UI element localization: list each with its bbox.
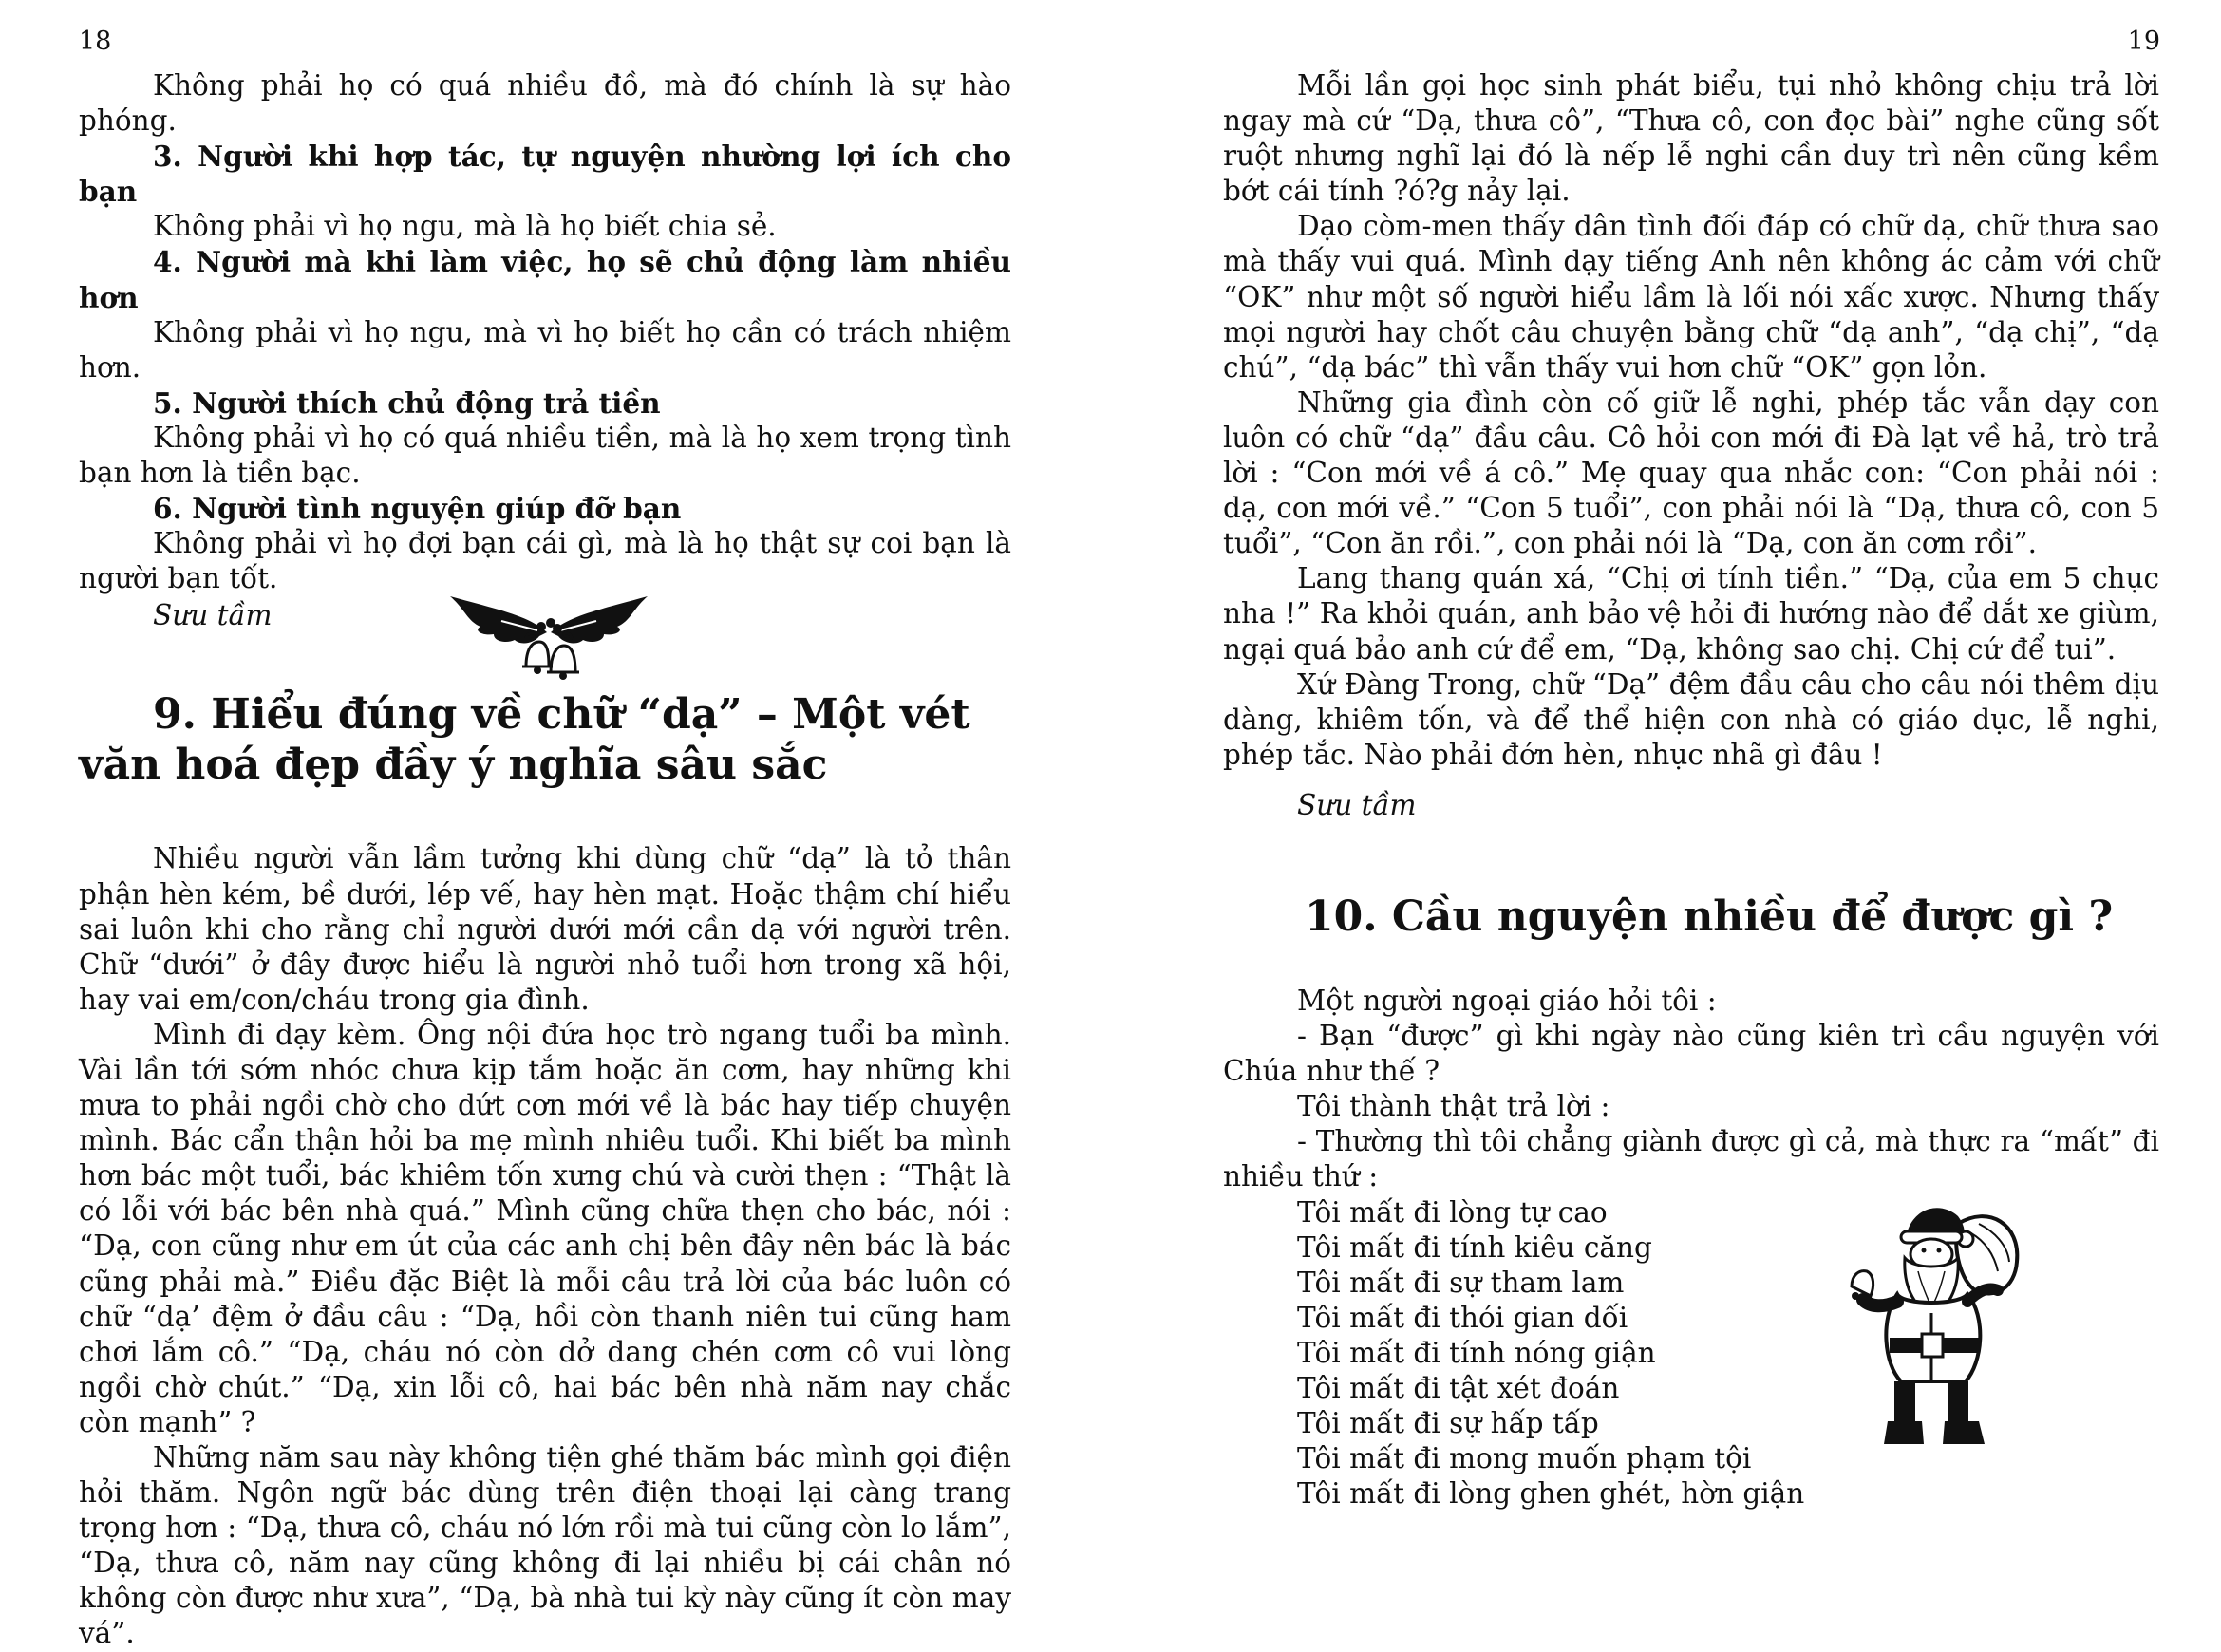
list-body-text: Không phải vì họ có quá nhiều tiền, mà là họ xem trọng tình bạn hơn là tiền bạc. bbox=[79, 421, 1011, 490]
dialog-line: - Bạn “được” gì khi ngày nào cũng kiên trì cầu nguyện với Chúa như thế ? bbox=[1223, 1020, 2159, 1088]
paragraph: Nhiều người vẫn lầm tưởng khi dùng chữ “dạ” là tỏ thân phận hèn kém, bề dưới, lép vế, hay hèn mạt. Hoặc thậm chí hiểu sai luôn khi cho rằng chỉ người dưới mới cần dạ với người trên. Chữ “dưới” ở đây được hiểu là người nhỏ tuổi hơn trong xã hội, hay vai em/con/cháu trong gia đình. bbox=[79, 842, 1011, 1016]
list-body-text: Không phải họ có quá nhiều đồ, mà đó chính là sự hào phóng. bbox=[79, 69, 1011, 138]
paragraph: Lang thang quán xá, “Chị ơi tính tiền.” “Dạ, của em 5 chục nha !” Ra khỏi quán, anh bảo vệ hỏi đi hướng nào để dắt xe giùm, ngại quá bảo anh cứ để em, “Dạ, không sao chị. Chị cứ để tui”. bbox=[1223, 562, 2159, 666]
credit-text: Sưu tầm bbox=[1297, 788, 1417, 821]
list-heading: 4. Người mà khi làm việc, họ sẽ chủ động làm nhiều hơn bbox=[79, 245, 1011, 314]
list-item: Tôi mất đi tính kiêu căng bbox=[1297, 1230, 1652, 1264]
list-body-text: Không phải vì họ ngu, mà là họ biết chia sẻ. bbox=[153, 210, 777, 243]
page-number: 19 bbox=[2127, 27, 2160, 56]
list-item: Tôi mất đi thói gian dối bbox=[1297, 1301, 1628, 1334]
holly-bells-icon bbox=[444, 589, 653, 684]
paragraph: Dạo còm-men thấy dân tình đối đáp có chữ dạ, chữ thưa sao mà thấy vui quá. Mình dạy tiếng Anh nên không ác cảm với chữ “OK” như một số người hiểu lầm là lối nói xấc xược. Nhưng thấy mọi người hay chốt câu chuyện bằng chữ “dạ anh”, “dạ chị”, “dạ chú”, “dạ bác” thì vẫn thấy vui hơn chữ “OK” gọn lỏn. bbox=[1223, 210, 2159, 384]
right-page bbox=[1111, 0, 2221, 1570]
list-item: Tôi mất đi lòng tự cao bbox=[1297, 1195, 1608, 1229]
list-item: Tôi mất đi tính nóng giận bbox=[1297, 1336, 1656, 1369]
list-heading: 6. Người tình nguyện giúp đỡ bạn bbox=[153, 492, 682, 526]
list-heading: 5. Người thích chủ động trả tiền bbox=[153, 385, 661, 420]
paragraph: Những năm sau này không tiện ghé thăm bác mình gọi điện hỏi thăm. Ngôn ngữ bác dùng trên điện thoại lại càng trang trọng hơn : “Dạ, thưa cô, cháu nó lớn rồi mà tui cũng còn lo lắm”, “Dạ, thưa cô, năm nay cũng không đi lại nhiều bị cái chân nó không còn được như xưa”, “Dạ, bà nhà tui kỳ này cũng ít còn may vá”. bbox=[79, 1441, 1011, 1650]
credit-text: Sưu tầm bbox=[153, 599, 273, 632]
article-title: 9. Hiểu đúng về chữ “dạ” – Một vét văn hoá đẹp đầy ý nghĩa sâu sắc bbox=[79, 690, 970, 790]
list-item: Tôi mất đi sự hấp tấp bbox=[1297, 1407, 1599, 1440]
left-column bbox=[79, 68, 1011, 1652]
list-item: Tôi mất đi mong muốn phạm tội bbox=[1297, 1442, 1752, 1475]
page-number: 18 bbox=[79, 27, 112, 56]
list-item: Tôi mất đi tật xét đoán bbox=[1297, 1372, 1620, 1404]
dialog-line: - Thường thì tôi chẳng giành được gì cả, mà thực ra “mất” đi nhiều thứ : bbox=[1223, 1125, 2159, 1193]
list-body-text: Không phải vì họ đợi bạn cái gì, mà là họ thật sự coi bạn là người bạn tốt. bbox=[79, 527, 1011, 595]
dialog-line: Tôi thành thật trả lời : bbox=[1297, 1090, 1610, 1123]
paragraph: Những gia đình còn cố giữ lễ nghi, phép tắc vẫn dạy con luôn có chữ “dạ” đầu câu. Cô hỏi con mới đi Đà lạt về hả, trò trả lời : “Con mới về á cô.” Mẹ quay qua nhắc con: “Con phải nói : dạ, con mới về.” “Con 5 tuổi”, con phải nói là “Dạ, thưa cô, con 5 tuổi”, “Con ăn rồi.”, con phải nói là “Dạ, con ăn cơm rồi”. bbox=[1223, 385, 2159, 560]
santa-claus-icon bbox=[1846, 1195, 2026, 1452]
paragraph: Mình đi dạy kèm. Ông nội đứa học trò ngang tuổi ba mình. Vài lần tới sớm nhóc chưa kịp tắm hoặc ăn cơm, hay những khi mưa to phải ngồi chờ cho dứt cơn mới về là bác hay tiếp chuyện mình. Bác cẩn thận hỏi ba mẹ mình nhiêu tuổi. Khi biết ba mình hơn bác một tuổi, bác khiêm tốn xưng chú và cười thẹn : “Thật là có lỗi với bác bên nhà quá.” Mình cũng chữa thẹn cho bác, nói : “Dạ, con cũng như em út của các anh chị bên đây nên bác là bác cũng phải mà.” Điều đặc Biệt là mỗi câu trả lời của bác luôn có chữ “dạ’ đệm ở đầu câu : “Dạ, hồi còn thanh niên tui cũng ham chơi lắm cô.” “Dạ, cháu nó còn dở dang chén cơm cô vui lòng ngồi chờ chút.” “Dạ, xin lỗi cô, hai bác bên nhà năm nay chắc còn mạnh” ? bbox=[79, 1018, 1011, 1438]
credit-row bbox=[79, 598, 1011, 666]
list-item: Tôi mất đi lòng ghen ghét, hờn giận bbox=[1297, 1477, 1805, 1511]
dialog-line: Một người ngoại giáo hỏi tôi : bbox=[1297, 984, 1717, 1017]
list-body-text: Không phải vì họ ngu, mà vì họ biết họ cần có trách nhiệm hơn. bbox=[79, 315, 1011, 384]
losses-block bbox=[1223, 1195, 2159, 1512]
list-heading: 3. Người khi hợp tác, tự nguyện nhường lợi ích cho bạn bbox=[79, 140, 1011, 209]
paragraph: Mỗi lần gọi học sinh phát biểu, tụi nhỏ không chịu trả lời ngay mà cứ “Dạ, thưa cô”, “Thưa cô, con đọc bài” nghe cũng sốt ruột nhưng nghĩ lại đó là nếp lễ nghi cần duy trì nên cũng kềm bớt cái tính ?ó?g nảy lại. bbox=[1223, 69, 2159, 208]
paragraph: Xứ Đàng Trong, chữ “Dạ” đệm đầu câu cho câu nói thêm dịu dàng, khiêm tốn, và để thể hiện con nhà có giáo dục, lễ nghi, phép tắc. Nào phải đớn hèn, nhục nhã gì đâu ! bbox=[1223, 667, 2159, 771]
list-item: Tôi mất đi sự tham lam bbox=[1297, 1266, 1625, 1299]
left-page bbox=[0, 0, 1111, 1650]
right-column bbox=[1223, 68, 2159, 1511]
article-title: 10. Cầu nguyện nhiều để được gì ? bbox=[1305, 892, 2114, 941]
